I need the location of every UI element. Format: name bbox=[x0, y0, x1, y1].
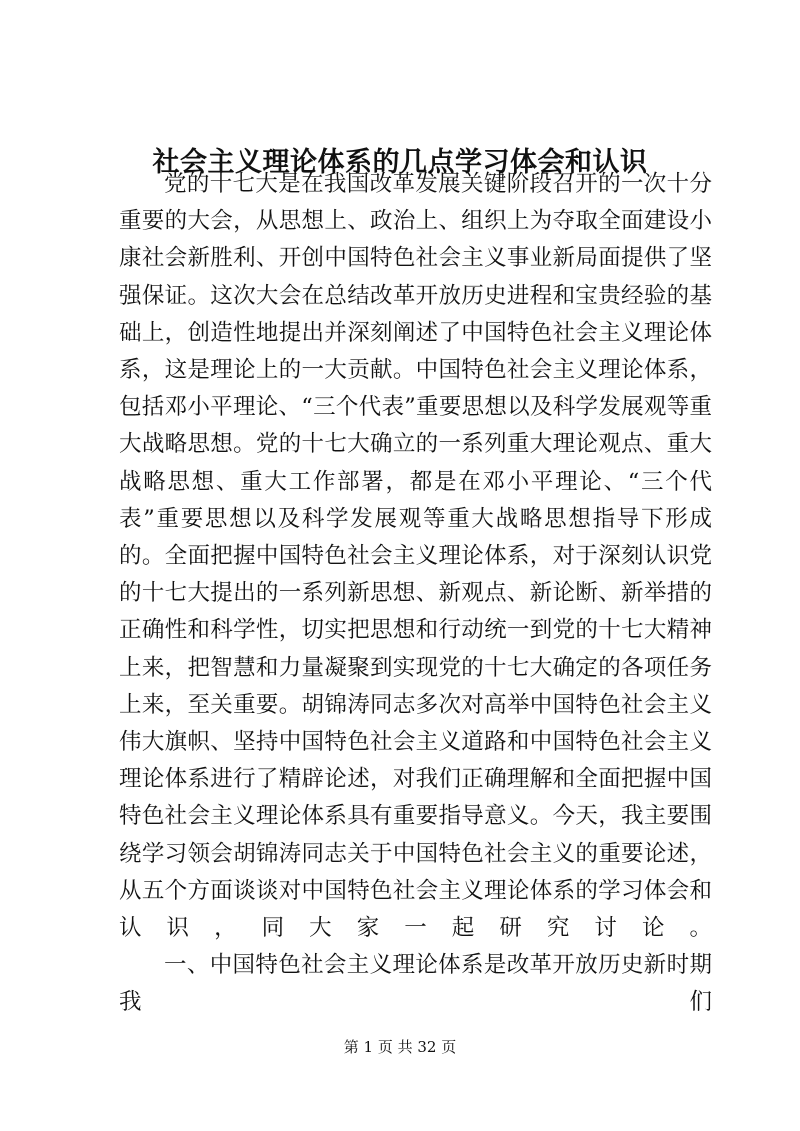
paragraph-intro: 党的十七大是在我国改革发展关键阶段召开的一次十分重要的大会，从思想上、政治上、组织上为夺取全面建设小康社会新胜利、开创中国特色社会主义事业新局面提供了坚强保证。这次大会在总结改革开放历史进程和宝贵经验的基础上，创造性地提出并深刻阐述了中国特色社会主义理论体系，这是理论上的一大贡献。中国特色社会主义理论体系，包括邓小平理论、“三个代表”重要思想以及科学发展观等重大战略思想。党的十七大确立的一系列重大理论观点、重大战略思想、重大工作部署，都是在邓小平理论、“三个代表”重要思想以及科学发展观等重大战略思想指导下形成的。全面把握中国特色社会主义理论体系，对于深刻认识党的十七大提出的一系列新思想、新观点、新论断、新举措的正确性和科学性，切实把思想和行动统一到党的十七大精神上来，把智慧和力量凝聚到实现党的十七大确定的各项任务上来，至关重要。胡锦涛同志多次对高举中国特色社会主义伟大旗帜、坚持中国特色社会主义道路和中国特色社会主义理论体系进行了精辟论述，对我们正确理解和全面把握中国特色社会主义理论体系具有重要指导意义。今天，我主要围绕学习领会胡锦涛同志关于中国特色社会主义的重要论述，从五个方面谈谈对中国特色社会主义理论体系的学习体会和认识，同大家一起研究讨论。 bbox=[119, 171, 712, 942]
document-body bbox=[119, 166, 712, 1022]
paragraph-section-one: 一、中国特色社会主义理论体系是改革开放历史新时期我们 bbox=[119, 952, 712, 1016]
page-footer: 第 1 页 共 32 页 bbox=[343, 1038, 457, 1056]
document-title: 社会主义理论体系的几点学习体会和认识 bbox=[152, 147, 648, 178]
